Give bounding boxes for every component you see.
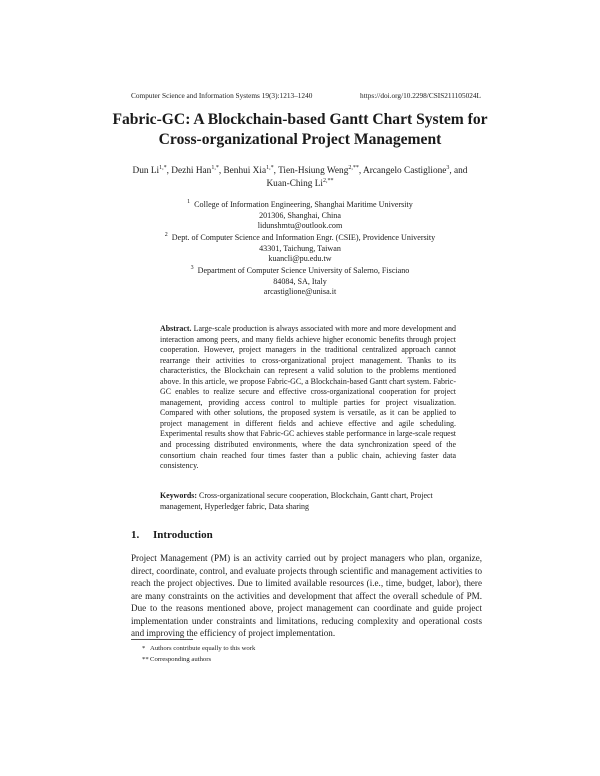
section-number: 1.: [131, 529, 140, 541]
author-name: Arcangelo Castiglione: [362, 166, 447, 176]
author-sup: 2,**: [323, 177, 334, 184]
affiliation-line: College of Information Engineering, Shanghai Maritime University: [194, 200, 413, 209]
doi-link[interactable]: https://doi.org/10.2298/CSIS211105024L: [360, 91, 481, 100]
journal-citation: Computer Science and Information Systems 19(3):1213–1240: [131, 91, 313, 100]
affiliation-line: 84084, SA, Italy: [273, 276, 327, 286]
affiliation-mark: 3: [190, 265, 194, 271]
footnotes: [142, 644, 255, 665]
affiliation-mark: 1: [187, 199, 191, 205]
keywords-text: Cross-organizational secure cooperation, Blockchain, Gantt chart, Project management, Hyperledger fabric, Data sharing: [160, 491, 433, 511]
author-sup: 1,*: [211, 165, 219, 171]
author-sup: 3: [446, 165, 450, 171]
affiliation-mark: 2: [164, 232, 168, 238]
footnote-text: Authors contribute equally to this work: [150, 645, 256, 652]
author-separator: ,: [166, 166, 169, 176]
section-heading: [131, 529, 213, 541]
footnote: [142, 655, 255, 666]
author-separator: ,: [273, 166, 276, 176]
footnote-mark: *: [142, 645, 146, 652]
affiliation-3: [160, 263, 440, 298]
abstract-label: Abstract.: [160, 324, 192, 333]
author-separator: ,: [218, 166, 222, 176]
abstract: [160, 324, 456, 472]
affiliation-1: [160, 197, 440, 232]
author-name: Dun Li: [132, 166, 160, 176]
keywords: [160, 491, 456, 512]
affiliation-email[interactable]: lidunshmtu@outlook.com: [257, 221, 343, 231]
affiliation-line: Department of Computer Science University of Salerno, Fisciano: [197, 266, 410, 275]
footnote-mark: **: [142, 655, 149, 663]
keywords-label: Keywords:: [160, 491, 198, 500]
author-sup: 2,**: [348, 165, 359, 171]
author-name: Kuan-Ching Li: [266, 178, 324, 189]
title-line-2: Cross-organizational Project Management: [158, 131, 442, 148]
abstract-text: Large-scale production is always associated with more and more development and interaction among peers, and many fields achieve higher economic benefits through project cooperation. However, project managers in the traditional centralized approach cannot rearrange their activities to cross-organizational project management. Thanks to its characteristics, the Blockchain can represent a valid solution to the problems mentioned above. In this article, we propose Fabric-GC, a Blockchain-based Gantt chart system. Fabric-GC enables to realize secure and effective cross-organizational cooperation for project management, providing access control to multiple parties for project visualization. Compared with other solutions, the proposed system is versatile, as it can be applied to project management in different fields and achieve effective and agile scheduling. Experimental results show that Fabric-GC achieves stable performance in large-scale request and processing distributed environments, where the data synchronization speed of the consortium chain reached four times faster than a public chain, achieving faster data consistency.: [160, 324, 456, 471]
author-list: [130, 165, 470, 190]
footnote-text: Corresponding authors: [150, 655, 212, 663]
affiliation-email[interactable]: arcastiglione@unisa.it: [263, 287, 337, 297]
author-name: Benhui Xia: [223, 166, 267, 176]
running-header: [131, 91, 481, 100]
paper-title: [60, 110, 540, 150]
author-sup: 1,*: [266, 165, 274, 171]
author-separator: , and: [449, 166, 468, 176]
author-sup: 1,*: [159, 165, 167, 171]
footnote-divider: [131, 639, 193, 640]
introduction-paragraph: Project Management (PM) is an activity carried out by project managers who plan, organize, direct, coordinate, control, and evaluate projects through scientific and management activities to reach the project objectives. Due to limited available resources (i.e., time, budget, labor), there are many constraints on the activities and development that affect the overall schedule of PM. Due to the reasons mentioned above, project management can coordinate and guide project implementation under constraints and limitations, reducing complexity and operational costs and improving the efficiency of project implementation.: [131, 553, 482, 638]
affiliation-line: 43301, Taichung, Taiwan: [259, 243, 341, 253]
author-name: Tien-Hsiung Weng: [278, 166, 349, 176]
author-name: Dezhi Han: [171, 166, 212, 176]
affiliation-2: [150, 230, 450, 265]
affiliation-email[interactable]: kuancli@pu.edu.tw: [268, 254, 332, 264]
section-title: Introduction: [153, 529, 213, 541]
author-separator: ,: [358, 166, 362, 176]
affiliation-line: 201306, Shanghai, China: [259, 210, 341, 220]
footnote: [142, 644, 255, 655]
affiliation-line: Dept. of Computer Science and Information Engr. (CSIE), Providence University: [171, 233, 436, 242]
title-line-1: Fabric-GC: A Blockchain-based Gantt Chart System for: [112, 111, 488, 128]
